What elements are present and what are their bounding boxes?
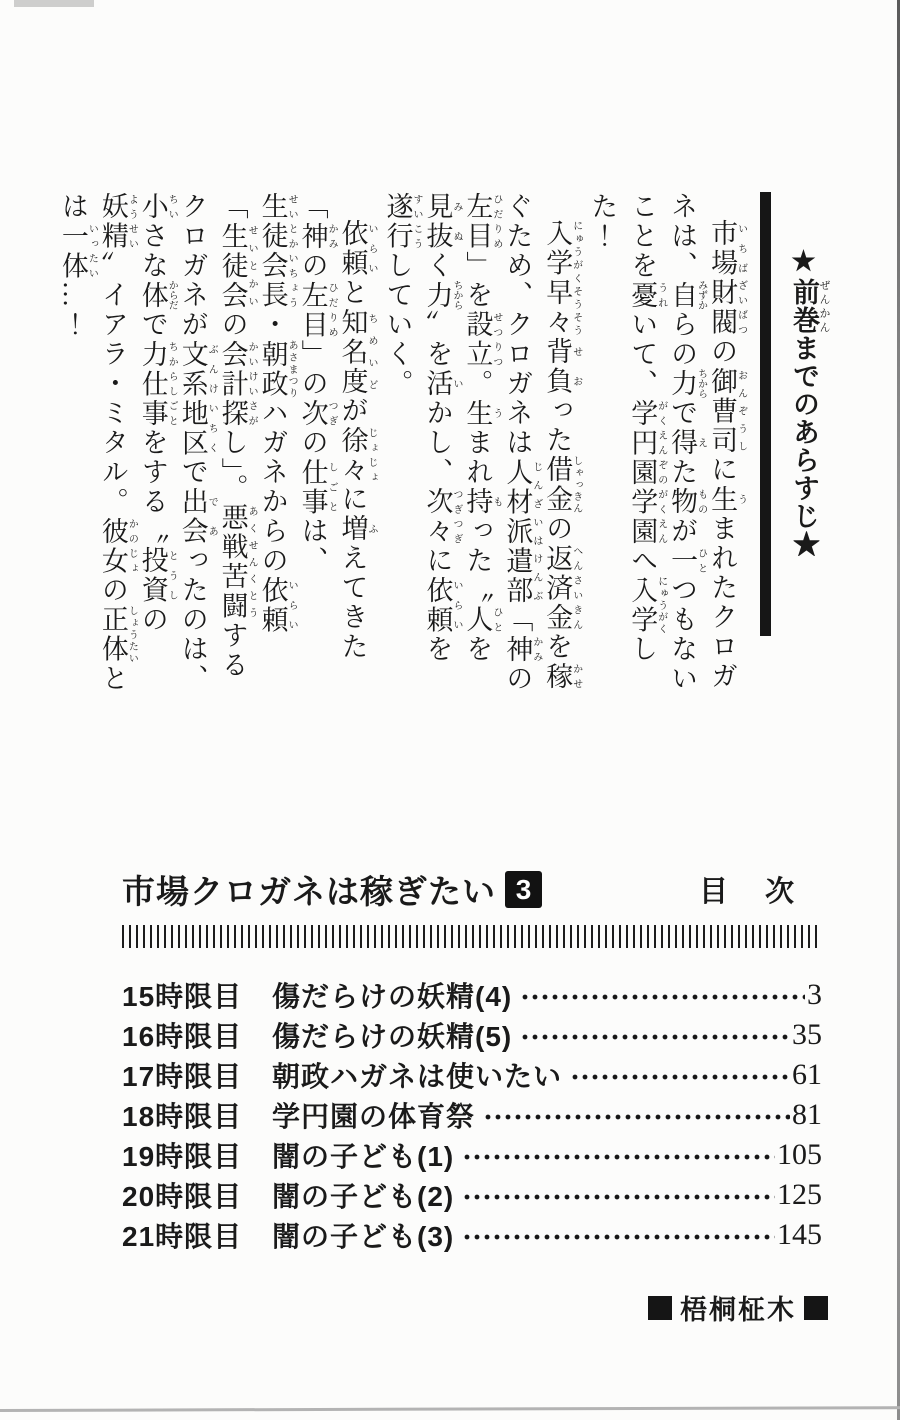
dot-leader bbox=[570, 1071, 790, 1083]
volume-badge: 3 bbox=[505, 871, 542, 908]
page-number: 35 bbox=[792, 1018, 822, 1051]
vertical-divider-bar bbox=[760, 192, 771, 636]
series-title: 市場クロガネは稼ぎたい bbox=[122, 873, 496, 910]
chapter-label: 17時限目 bbox=[122, 1061, 243, 1092]
page-number: 105 bbox=[777, 1138, 822, 1171]
chapter-title: 朝政ハガネは使いたい bbox=[272, 1061, 563, 1092]
page-number: 61 bbox=[792, 1058, 822, 1091]
chapter-label: 18時限目 bbox=[122, 1101, 243, 1132]
black-square-icon bbox=[804, 1296, 828, 1320]
dot-leader bbox=[520, 991, 805, 1003]
toc-entry bbox=[122, 1215, 822, 1255]
toc-heading: 目 次 bbox=[698, 876, 798, 908]
page-number: 3 bbox=[807, 978, 822, 1011]
chapter-label: 20時限目 bbox=[122, 1181, 243, 1212]
chapter-label: 19時限目 bbox=[122, 1141, 243, 1172]
synopsis-paragraph-3: 依頼いらいと知名度ちめいどが徐々じょじょに増ふえてきた「神かみの左目ひだりめ」の次つぎの仕事しごとは、生徒会長せいとかいちょう・朝政あさまつりハガネからの依頼いらい「生徒会せいとかいの会計かいけい探さがし」。悪戦苦闘あくせんくとうするクロガネが文系地区ぶんけいちくで出会であったのは、小ちいさな体からだで力仕事ちからしごとをする〝投資とうしの妖精ようせい〟イアラ・ミタル。彼女かのじょの正体しょうたいとは一体いったい…！ bbox=[57, 192, 378, 694]
scan-artifact-top-left bbox=[14, 0, 94, 7]
dot-leader bbox=[462, 1231, 775, 1243]
synopsis-title: ★前巻 ぜんかんまでのあらすじ★ bbox=[789, 246, 830, 558]
toc-entry bbox=[122, 1015, 822, 1055]
black-square-icon bbox=[648, 1296, 672, 1320]
dot-leader bbox=[520, 1031, 790, 1043]
page-number: 125 bbox=[777, 1178, 822, 1211]
toc-header bbox=[122, 866, 822, 913]
chapter-label: 16時限目 bbox=[122, 1021, 243, 1052]
chapter-title: 傷だらけの妖精(5) bbox=[272, 1021, 513, 1052]
toc-entry bbox=[122, 1135, 822, 1175]
synopsis-body bbox=[52, 192, 746, 706]
chapter-title: 学円園の体育祭 bbox=[272, 1101, 476, 1132]
chapter-label: 21時限目 bbox=[122, 1221, 243, 1252]
page-number: 145 bbox=[777, 1218, 822, 1251]
chapter-title: 傷だらけの妖精(4) bbox=[272, 981, 513, 1012]
author-name: 梧桐柾木 bbox=[680, 1295, 796, 1325]
toc-list bbox=[122, 975, 822, 1255]
dot-leader bbox=[483, 1111, 790, 1123]
toc-section bbox=[122, 866, 822, 1255]
toc-entry bbox=[122, 975, 822, 1015]
page-number: 81 bbox=[792, 1098, 822, 1131]
synopsis-section bbox=[52, 192, 830, 706]
toc-entry bbox=[122, 1095, 822, 1135]
toc-entry bbox=[122, 1175, 822, 1215]
toc-entry bbox=[122, 1055, 822, 1095]
author-credit bbox=[648, 1288, 828, 1327]
chapter-title: 闇の子ども(3) bbox=[272, 1221, 455, 1252]
synopsis-paragraph-2: 入学早々にゅうがくそうそう背負せおった借金しゃっきんの返済金へんさいきんを稼かせぐため、クロガネは人材派遣部じんざいはけんぶ「神かみの左目ひだりめ」を設立せつりつ。生うまれ持もった〝人ひとを見抜みぬく力ちから〟を活いかし、次々つぎつぎに依頼いらいを遂行すいこうしていく。 bbox=[382, 192, 582, 694]
dot-leader bbox=[462, 1151, 775, 1163]
scan-edge-bottom bbox=[0, 1406, 900, 1412]
chapter-title: 闇の子ども(1) bbox=[272, 1141, 455, 1172]
stripe-band-divider bbox=[122, 925, 822, 948]
chapter-label: 15時限目 bbox=[122, 981, 243, 1012]
dot-leader bbox=[462, 1191, 775, 1203]
chapter-title: 闇の子ども(2) bbox=[272, 1181, 455, 1212]
synopsis-paragraph-1: 市場いちば財閥ざいばつの御曹司おんぞうしに生うまれたクロガネは、自みずからの力ちからで得えた物ものが一ひとつもないことを憂うれいて、学円園学園がくえんぞのがくえんへ入学にゅうがくした！ bbox=[587, 192, 747, 694]
